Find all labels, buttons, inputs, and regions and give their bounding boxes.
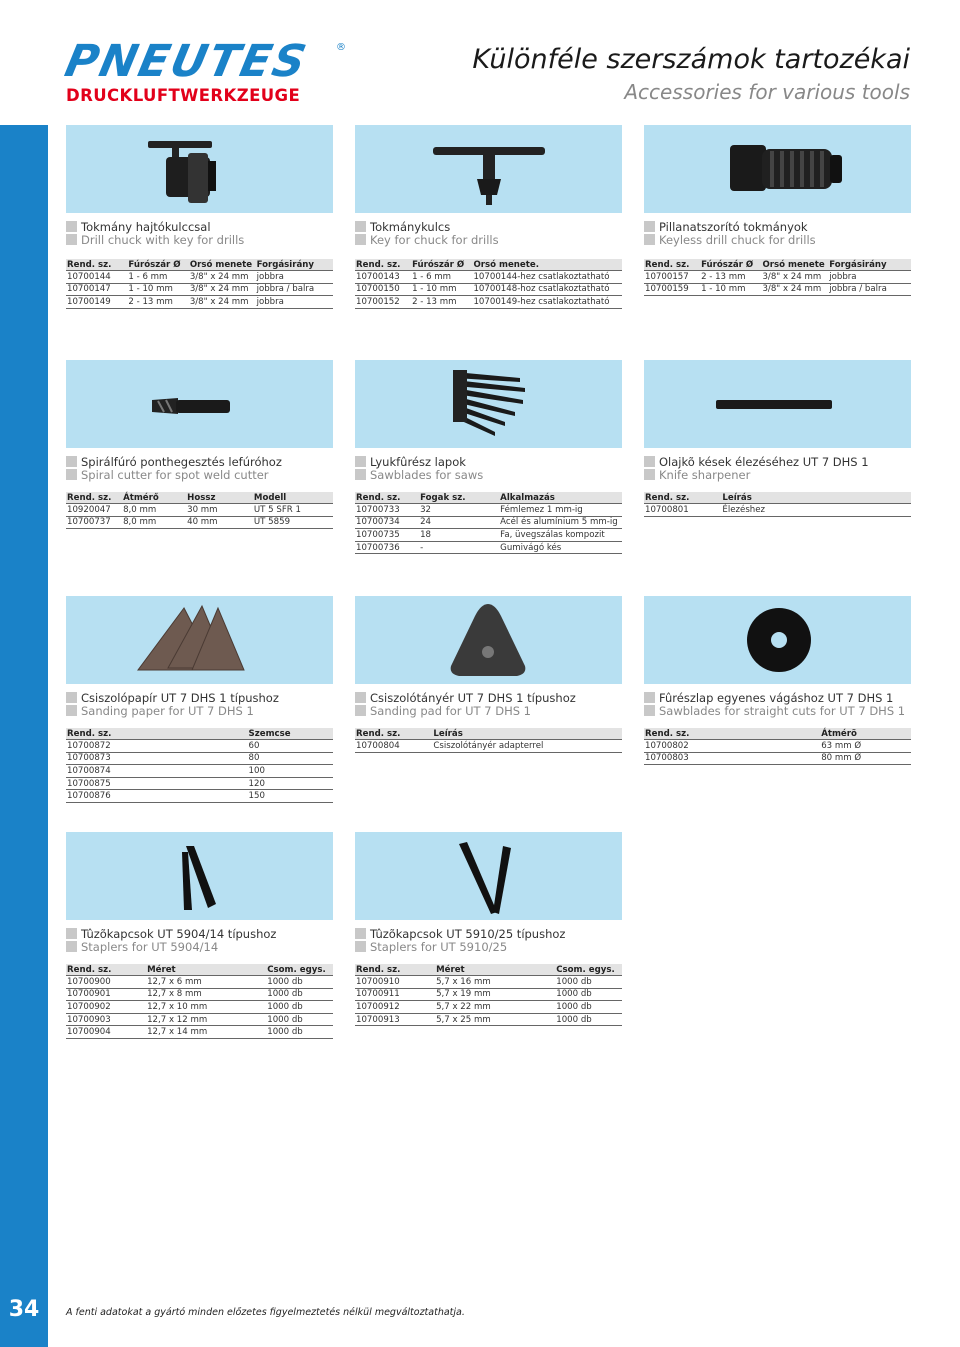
table-row (355, 283, 622, 296)
table-cell: 1 - 6 mm (127, 271, 188, 284)
table-cell: 3/8" x 24 mm (761, 271, 828, 284)
table-cell: 3/8" x 24 mm (761, 283, 828, 296)
table-cell: 80 mm Ø (820, 752, 911, 765)
table-row (355, 504, 622, 517)
table-cell: 1000 db (555, 976, 622, 989)
table-header-row (355, 964, 622, 976)
column-header: Fogak sz. (419, 492, 499, 504)
table-row (66, 1026, 333, 1039)
table-cell: 10700152 (355, 296, 411, 309)
table-row (355, 1001, 622, 1014)
table-cell: 12,7 x 12 mm (146, 1013, 266, 1026)
spec-table (66, 259, 333, 309)
column-header: Orsó menete (761, 259, 828, 271)
table-cell: 1000 db (266, 1026, 333, 1039)
column-header: Rend. sz. (644, 728, 820, 740)
table-cell: jobbra (828, 271, 911, 284)
table-cell: 10700874 (66, 765, 248, 778)
table-cell: 10700735 (355, 529, 419, 542)
table-cell: 40 mm (186, 516, 253, 529)
table-cell: 12,7 x 10 mm (146, 1001, 266, 1014)
caption-en: Drill chuck with key for drills (81, 232, 245, 247)
page-number: 34 (8, 1297, 40, 1322)
table-cell: 2 - 13 mm (127, 296, 188, 309)
table-row (66, 790, 333, 803)
table-cell: 10700872 (66, 740, 248, 753)
table-cell: 10700873 (66, 752, 248, 765)
table-cell: 10700804 (355, 740, 432, 753)
caption-en: Keyless drill chuck for drills (659, 232, 816, 247)
table-row (644, 740, 911, 753)
column-header: Alkalmazás (499, 492, 622, 504)
table-cell: jobbra / balra (256, 283, 333, 296)
table-cell: 10700904 (66, 1026, 146, 1039)
spec-table (644, 259, 911, 296)
table-row (66, 976, 333, 989)
table-cell: 10700144-hez csatlakoztatható (472, 271, 622, 284)
caption-en: Staplers for UT 5910/25 (370, 939, 508, 954)
column-header: Rend. sz. (66, 492, 122, 504)
column-header: Méret (146, 964, 266, 976)
table-cell: 8,0 mm (122, 504, 186, 517)
table-cell: 1000 db (266, 988, 333, 1001)
table-cell: 10700736 (355, 541, 419, 554)
column-header: Orsó menete (189, 259, 256, 271)
spec-table (644, 492, 911, 517)
column-header: Fúrószár Ø (700, 259, 761, 271)
spec-table (66, 492, 333, 529)
table-row (66, 988, 333, 1001)
spec-table (355, 964, 622, 1026)
table-row (644, 271, 911, 284)
table-cell: 63 mm Ø (820, 740, 911, 753)
table-header-row (66, 964, 333, 976)
product-caption (355, 927, 622, 953)
table-cell: 10700801 (644, 504, 721, 517)
table-cell: 8,0 mm (122, 516, 186, 529)
table-cell: 10700876 (66, 790, 248, 803)
table-cell: 10700802 (644, 740, 820, 753)
table-cell: jobbra (256, 296, 333, 309)
staples-icon (355, 832, 622, 920)
column-header: Szemcse (248, 728, 333, 740)
table-cell: 24 (419, 516, 499, 529)
table-cell: 10700875 (66, 777, 248, 790)
table-cell: Fa, üvegszálas kompozit (499, 529, 622, 542)
drill-chuck-key-icon (66, 125, 333, 213)
footer-note: A fenti adatokat a gyártó minden előzetes figyelmeztetés nélkül megváltoztathatja. (66, 1307, 465, 1318)
table-cell: Gumivágó kés (499, 541, 622, 554)
table-cell: 10700902 (66, 1001, 146, 1014)
table-cell: 1000 db (266, 1013, 333, 1026)
sanding-pad-icon (355, 596, 622, 684)
table-row (66, 1013, 333, 1026)
caption-hu: Fûrészlap egyenes vágáshoz UT 7 DHS 1 (659, 690, 894, 705)
caption-hu: Tokmány hajtókulccsal (81, 219, 211, 234)
caption-hu: Spirálfúró ponthegesztés lefúróhoz (81, 454, 282, 469)
table-row (355, 516, 622, 529)
table-cell: 1000 db (266, 1001, 333, 1014)
table-cell: 10700733 (355, 504, 419, 517)
table-cell: Fémlemez 1 mm-ig (499, 504, 622, 517)
column-header: Rend. sz. (355, 964, 435, 976)
chuck-key-icon (355, 125, 622, 213)
table-row (66, 765, 333, 778)
column-header: Forgásirány (256, 259, 333, 271)
table-cell: 5,7 x 25 mm (435, 1013, 555, 1026)
column-header: Orsó menete. (472, 259, 622, 271)
product-photo (644, 360, 911, 448)
table-cell: 10700901 (66, 988, 146, 1001)
brand-logo (60, 36, 346, 110)
spiral-cutter-icon (66, 360, 333, 448)
product-caption (355, 220, 622, 246)
table-cell: jobbra / balra (828, 283, 911, 296)
spec-table (644, 728, 911, 765)
table-cell: 1 - 10 mm (127, 283, 188, 296)
registered-mark: ® (336, 42, 346, 53)
spec-table (66, 728, 333, 803)
table-row (355, 1013, 622, 1026)
column-header: Méret (435, 964, 555, 976)
table-cell: 80 (248, 752, 333, 765)
column-header: Fúrószár Ø (411, 259, 472, 271)
table-cell: UT 5859 (253, 516, 333, 529)
table-row (66, 283, 333, 296)
table-cell: 60 (248, 740, 333, 753)
column-header: Rend. sz. (355, 492, 419, 504)
product-photo (644, 596, 911, 684)
product-photo (355, 125, 622, 213)
column-header: Átmérõ (820, 728, 911, 740)
spec-table (355, 728, 622, 753)
table-cell: Csiszolótányér adapterrel (432, 740, 622, 753)
product-photo (355, 360, 622, 448)
table-cell: 18 (419, 529, 499, 542)
table-row (66, 516, 333, 529)
table-cell: 10700734 (355, 516, 419, 529)
table-cell: 1000 db (555, 1013, 622, 1026)
table-row (644, 752, 911, 765)
column-header: Rend. sz. (355, 728, 432, 740)
column-header: Modell (253, 492, 333, 504)
table-cell: 10700143 (355, 271, 411, 284)
table-header-row (66, 259, 333, 271)
table-cell: 10700149 (66, 296, 127, 309)
table-cell: 3/8" x 24 mm (189, 283, 256, 296)
caption-en: Knife sharpener (659, 467, 751, 482)
table-cell: 1 - 10 mm (411, 283, 472, 296)
table-cell: 5,7 x 16 mm (435, 976, 555, 989)
table-row (355, 271, 622, 284)
table-cell: 1 - 6 mm (411, 271, 472, 284)
sawblades-icon (355, 360, 622, 448)
table-row (66, 271, 333, 284)
product-caption (355, 691, 622, 717)
caption-hu: Csiszolópapír UT 7 DHS 1 típushoz (81, 690, 279, 705)
table-header-row (644, 492, 911, 504)
table-row (355, 529, 622, 542)
column-header: Fúrószár Ø (127, 259, 188, 271)
table-cell: 10700159 (644, 283, 700, 296)
column-header: Forgásirány (828, 259, 911, 271)
product-caption (66, 691, 333, 717)
table-row (355, 740, 622, 753)
column-header: Leírás (721, 492, 911, 504)
caption-hu: Tûzõkapcsok UT 5910/25 típushoz (370, 926, 566, 941)
table-row (355, 541, 622, 554)
table-cell: 3/8" x 24 mm (189, 296, 256, 309)
table-cell: 120 (248, 777, 333, 790)
product-photo (66, 360, 333, 448)
table-header-row (66, 492, 333, 504)
table-cell: 10700157 (644, 271, 700, 284)
table-cell: 10700911 (355, 988, 435, 1001)
table-header-row (644, 728, 911, 740)
caption-en: Spiral cutter for spot weld cutter (81, 467, 269, 482)
product-caption (66, 220, 333, 246)
column-header: Rend. sz. (66, 964, 146, 976)
column-header: Rend. sz. (644, 492, 721, 504)
spec-table (66, 964, 333, 1039)
page-title: Különféle szerszámok tartozékai (472, 44, 910, 75)
table-cell: 10700144 (66, 271, 127, 284)
spec-table (355, 259, 622, 309)
caption-hu: Csiszolótányér UT 7 DHS 1 típushoz (370, 690, 576, 705)
table-cell: 10700900 (66, 976, 146, 989)
knife-sharpener-icon (644, 360, 911, 448)
column-header: Rend. sz. (644, 259, 700, 271)
table-cell: 10700912 (355, 1001, 435, 1014)
table-cell: 1000 db (555, 988, 622, 1001)
table-cell: 5,7 x 19 mm (435, 988, 555, 1001)
table-cell: 12,7 x 6 mm (146, 976, 266, 989)
table-cell: 10700803 (644, 752, 820, 765)
spec-table (355, 492, 622, 554)
product-photo (355, 596, 622, 684)
caption-hu: Olajkõ kések élezéséhez UT 7 DHS 1 (659, 454, 869, 469)
column-header: Csom. egys. (555, 964, 622, 976)
table-cell: 100 (248, 765, 333, 778)
table-cell: jobbra (256, 271, 333, 284)
column-header: Rend. sz. (66, 728, 248, 740)
table-cell: 5,7 x 22 mm (435, 1001, 555, 1014)
product-caption (644, 220, 911, 246)
table-cell: 3/8" x 24 mm (189, 271, 256, 284)
caption-en: Sawblades for saws (370, 467, 484, 482)
column-header: Leírás (432, 728, 622, 740)
table-cell: 2 - 13 mm (700, 271, 761, 284)
table-cell: 12,7 x 8 mm (146, 988, 266, 1001)
column-header: Hossz (186, 492, 253, 504)
table-cell: Élezéshez (721, 504, 911, 517)
caption-en: Sawblades for straight cuts for UT 7 DHS 1 (659, 703, 906, 718)
product-caption (66, 927, 333, 953)
table-cell: - (419, 541, 499, 554)
caption-en: Key for chuck for drills (370, 232, 499, 247)
product-photo (66, 832, 333, 920)
table-header-row (355, 259, 622, 271)
product-caption (66, 455, 333, 481)
table-cell: 10700913 (355, 1013, 435, 1026)
table-cell: UT 5 SFR 1 (253, 504, 333, 517)
table-cell: 150 (248, 790, 333, 803)
table-cell: 10700149-hez csatlakoztatható (472, 296, 622, 309)
table-cell: 12,7 x 14 mm (146, 1026, 266, 1039)
brand-name: PNEUTES (60, 36, 313, 87)
table-cell: 10700903 (66, 1013, 146, 1026)
table-row (66, 1001, 333, 1014)
table-row (66, 504, 333, 517)
caption-en: Staplers for UT 5904/14 (81, 939, 219, 954)
table-cell: 10700147 (66, 283, 127, 296)
caption-hu: Tûzõkapcsok UT 5904/14 típushoz (81, 926, 277, 941)
side-accent-bar (0, 125, 48, 1347)
caption-hu: Tokmánykulcs (370, 219, 451, 234)
product-photo (355, 832, 622, 920)
product-caption (644, 455, 911, 481)
table-cell: 10700148-hoz csatlakoztatható (472, 283, 622, 296)
table-row (66, 777, 333, 790)
round-sawblade-icon (644, 596, 911, 684)
table-header-row (66, 728, 333, 740)
table-row (66, 296, 333, 309)
caption-hu: Pillanatszorító tokmányok (659, 219, 808, 234)
caption-en: Sanding pad for UT 7 DHS 1 (370, 703, 531, 718)
product-photo (66, 125, 333, 213)
table-cell: 10700737 (66, 516, 122, 529)
page-subtitle: Accessories for various tools (624, 80, 910, 104)
column-header: Rend. sz. (355, 259, 411, 271)
table-row (355, 296, 622, 309)
caption-en: Sanding paper for UT 7 DHS 1 (81, 703, 254, 718)
keyless-chuck-icon (644, 125, 911, 213)
table-cell: Acél és alumínium 5 mm-ig (499, 516, 622, 529)
product-caption (644, 691, 911, 717)
product-photo (66, 596, 333, 684)
table-cell: 10700150 (355, 283, 411, 296)
column-header: Rend. sz. (66, 259, 127, 271)
caption-hu: Lyukfûrész lapok (370, 454, 466, 469)
table-header-row (355, 492, 622, 504)
table-cell: 10700910 (355, 976, 435, 989)
table-row (66, 740, 333, 753)
table-cell: 1 - 10 mm (700, 283, 761, 296)
product-photo (644, 125, 911, 213)
column-header: Csom. egys. (266, 964, 333, 976)
staples-icon (66, 832, 333, 920)
table-cell: 30 mm (186, 504, 253, 517)
table-row (644, 283, 911, 296)
table-row (644, 504, 911, 517)
table-cell: 1000 db (555, 1001, 622, 1014)
table-cell: 10920047 (66, 504, 122, 517)
table-header-row (644, 259, 911, 271)
table-cell: 2 - 13 mm (411, 296, 472, 309)
sanding-paper-icon (66, 596, 333, 684)
table-header-row (355, 728, 622, 740)
table-cell: 1000 db (266, 976, 333, 989)
table-row (66, 752, 333, 765)
table-cell: 32 (419, 504, 499, 517)
table-row (355, 976, 622, 989)
product-caption (355, 455, 622, 481)
brand-tagline: DRUCKLUFTWERKZEUGE (66, 86, 301, 105)
column-header: Átmérő (122, 492, 186, 504)
table-row (355, 988, 622, 1001)
